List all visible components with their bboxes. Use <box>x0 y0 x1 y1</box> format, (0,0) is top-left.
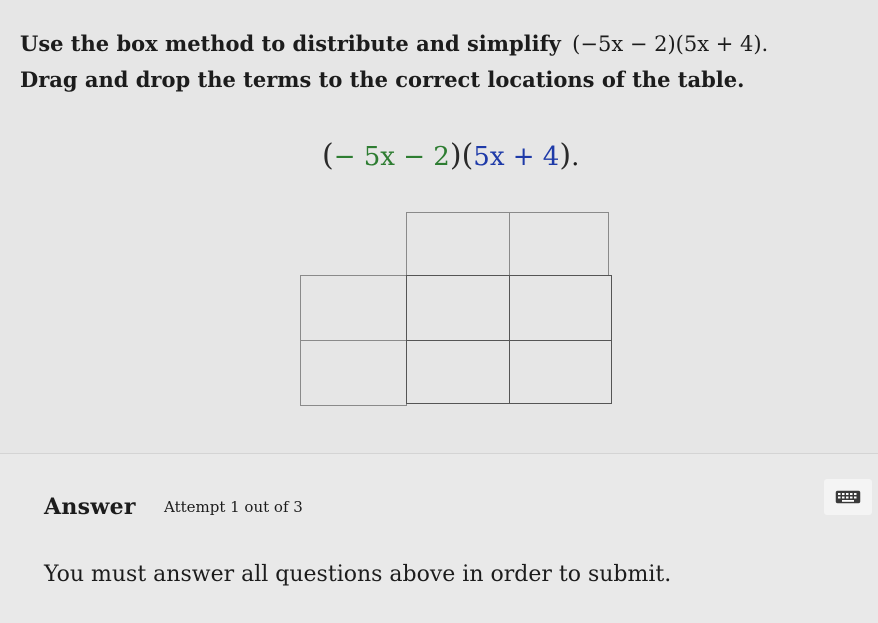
keyboard-button[interactable] <box>824 479 872 515</box>
paren-close-2: ) <box>559 138 572 173</box>
question-text <box>20 26 870 98</box>
table-cell-r1-c1[interactable] <box>406 275 510 341</box>
table-cell-r1-c2[interactable] <box>509 275 612 341</box>
question-instruction: Use the box method to distribute and simplify <box>20 31 561 56</box>
table-cell-header-col-1[interactable] <box>406 212 510 276</box>
answer-heading: Answer <box>44 494 136 520</box>
table-cell-header-row-1[interactable] <box>300 275 407 341</box>
question-expression: (−5x − 2)(5x + 4). <box>572 32 769 56</box>
table-cell-header-col-2[interactable] <box>509 212 609 276</box>
paren-open-1: ( <box>322 138 334 173</box>
box-method-table <box>300 210 612 406</box>
submit-requirement-message: You must answer all questions above in order to submit. <box>44 562 672 587</box>
question-line-2: Drag and drop the terms to the correct locations of the table. <box>20 67 745 92</box>
table-cell-r2-c2[interactable] <box>509 340 612 404</box>
product-expression <box>322 138 579 173</box>
keyboard-icon <box>835 490 861 504</box>
question-line-1 <box>20 26 870 62</box>
attempt-counter: Attempt 1 out of 3 <box>164 498 303 516</box>
factor-1: − 5x − 2 <box>333 142 450 172</box>
answer-panel <box>0 453 878 623</box>
factor-2: 5x + 4 <box>473 142 560 172</box>
table-cell-header-row-2[interactable] <box>300 340 407 406</box>
paren-close-1: ) <box>449 138 462 173</box>
expression-period: . <box>571 142 580 172</box>
table-cell-r2-c1[interactable] <box>406 340 510 404</box>
paren-open-2: ( <box>461 138 474 173</box>
